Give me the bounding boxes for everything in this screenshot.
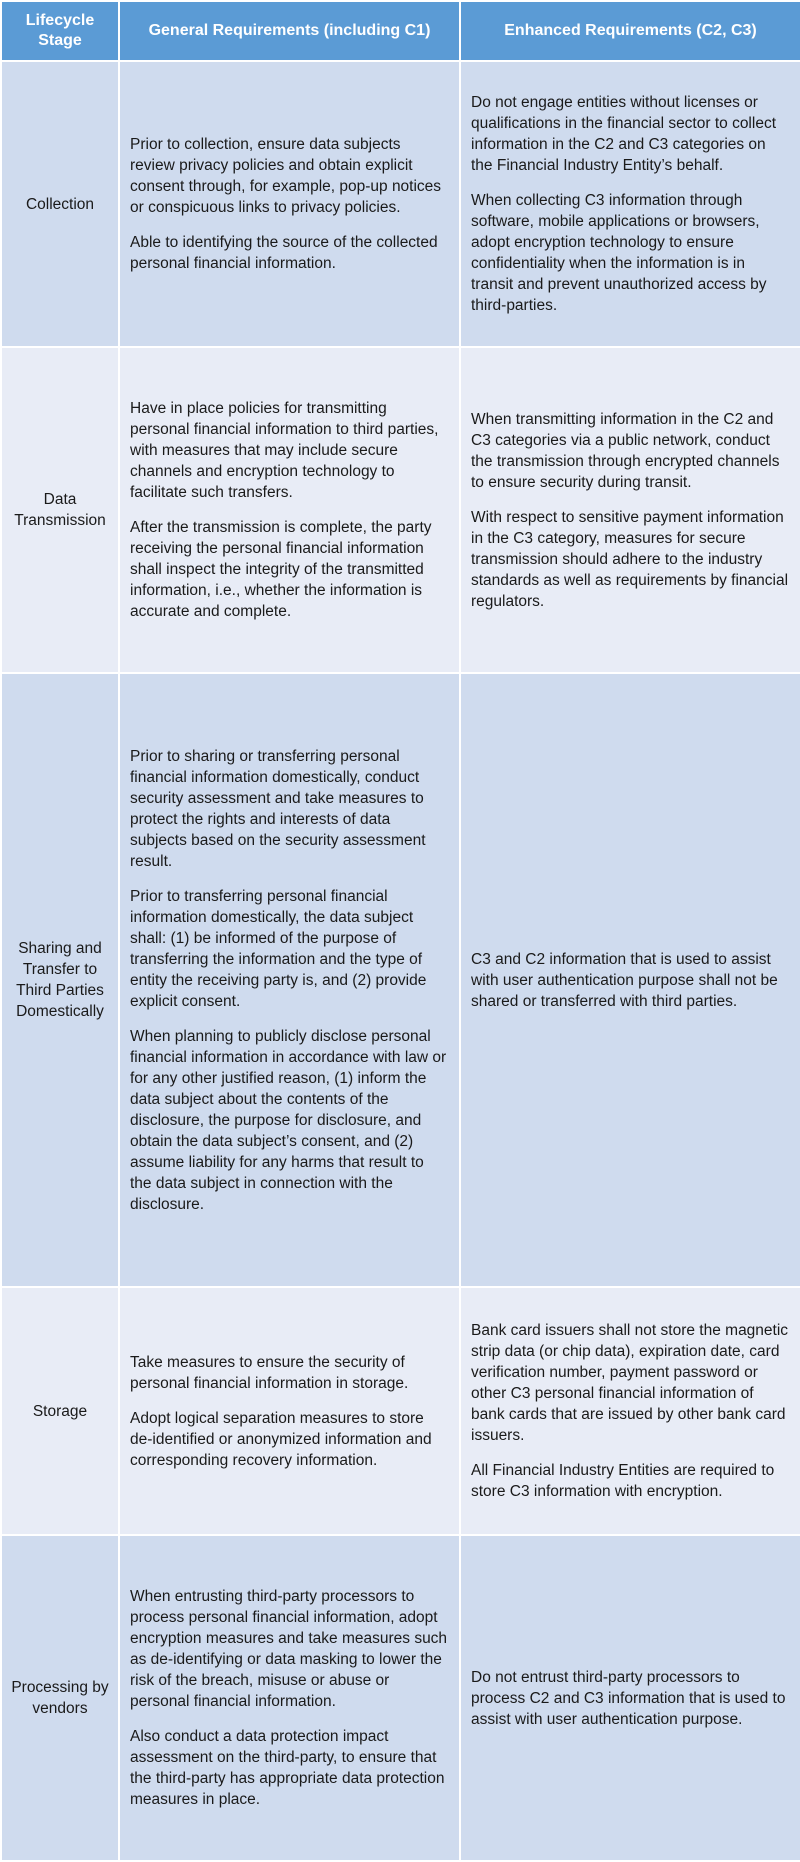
enhanced-requirements-cell [460,1287,800,1535]
enhanced-requirements-cell [460,61,800,347]
general-requirements-cell [119,1535,460,1861]
requirement-paragraph: Do not engage entities without licenses or qualifications in the financial sector to collect information in the C2 and C3 categories on the Financial Industry Entity’s behalf. [471,94,776,174]
row-processing-vendors [1,1535,800,1861]
stage-cell: Processing by vendors [1,1535,119,1861]
stage-cell: Data Transmission [1,347,119,673]
requirement-paragraph: Take measures to ensure the security of personal financial information in storage. [130,1353,409,1392]
requirement-paragraph: Do not entrust third-party processors to process C2 and C3 information that is used to assist with user authentication purpose. [471,1668,786,1728]
requirement-paragraph: Prior to transferring personal financial information domestically, the data subject shall: (1) be informed of the purpose of transferring the information and the type of entity the receiving party is, and (2) provide explicit consent. [130,887,427,1010]
requirement-paragraph: All Financial Industry Entities are required to store C3 information with encryption. [471,1462,775,1500]
requirement-paragraph: Also conduct a data protection impact assessment on the third-party, to ensure that the third-party has appropriate data protection measures in place. [130,1728,445,1808]
requirement-paragraph: Adopt logical separation measures to store de-identified or anonymized information and corresponding recovery information. [130,1409,432,1469]
requirement-paragraph: When entrusting third-party processors to process personal financial information, adopt encryption measures and take measures such as de-identifying or data masking to lower the risk of the breach, misuse or abuse or personal financial information. [130,1588,448,1710]
requirement-paragraph: Able to identifying the source of the collected personal financial information. [130,234,438,272]
stage-cell: Sharing and Transfer to Third Parties Domestically [1,673,119,1287]
header-enhanced-requirements: Enhanced Requirements (C2, C3) [460,1,800,61]
header-row [1,1,800,61]
requirement-paragraph: When planning to publicly disclose personal financial information in accordance with law or for any other justified reason, (1) inform the data subject about the contents of the disclosure, the purpose for disclosure, and obtain the data subject’s consent, and (2) assume liability for any harms that result to the data subject in connection with the disclosure. [130,1027,447,1213]
requirement-paragraph: C3 and C2 information that is used to assist with user authentication purpose shall not be shared or transferred with third parties. [471,950,778,1010]
requirement-paragraph: With respect to sensitive payment information in the C3 category, measures for secure transmission should adhere to the industry standards as well as requirements by financial regulators. [471,508,789,610]
enhanced-requirements-cell [460,347,800,673]
general-requirements-cell [119,61,460,347]
row-sharing-transfer [1,673,800,1287]
requirement-paragraph: When collecting C3 information through software, mobile applications or browsers, adopt encryption technology to ensure confidentiality when the information is in transit and prevent unauthorized access by third-parties. [471,192,767,314]
requirement-paragraph: After the transmission is complete, the party receiving the personal financial information shall inspect the integrity of the transmitted information, i.e., whether the information is accurate and complete. [130,519,432,620]
header-general-requirements: General Requirements (including C1) [119,1,460,61]
general-requirements-cell [119,673,460,1287]
row-data-transmission [1,347,800,673]
stage-cell: Storage [1,1287,119,1535]
row-storage [1,1287,800,1535]
requirement-paragraph: Bank card issuers shall not store the magnetic strip data (or chip data), expiration date, card verification number, payment password or other C3 personal financial information of bank cards that are issued by other bank card issuers. [471,1322,789,1444]
row-collection [1,61,800,347]
requirement-paragraph: Have in place policies for transmitting personal financial information to third parties, with measures that may include secure channels and encryption technology to facilitate such transfers. [130,400,439,501]
header-lifecycle-stage: Lifecycle Stage [1,1,119,61]
requirement-paragraph: When transmitting information in the C2 and C3 categories via a public network, conduct the transmission through encrypted channels to ensure security during transit. [471,410,780,491]
enhanced-requirements-cell [460,1535,800,1861]
enhanced-requirements-cell [460,673,800,1287]
general-requirements-cell [119,347,460,673]
stage-cell: Collection [1,61,119,347]
general-requirements-cell [119,1287,460,1535]
requirement-paragraph: Prior to collection, ensure data subjects review privacy policies and obtain explicit consent through, for example, pop-up notices or conspicuous links to privacy policies. [130,136,442,216]
requirement-paragraph: Prior to sharing or transferring personal financial information domestically, conduct security assessment and take measures to protect the rights and interests of data subjects based on the security assessment result. [130,747,426,870]
